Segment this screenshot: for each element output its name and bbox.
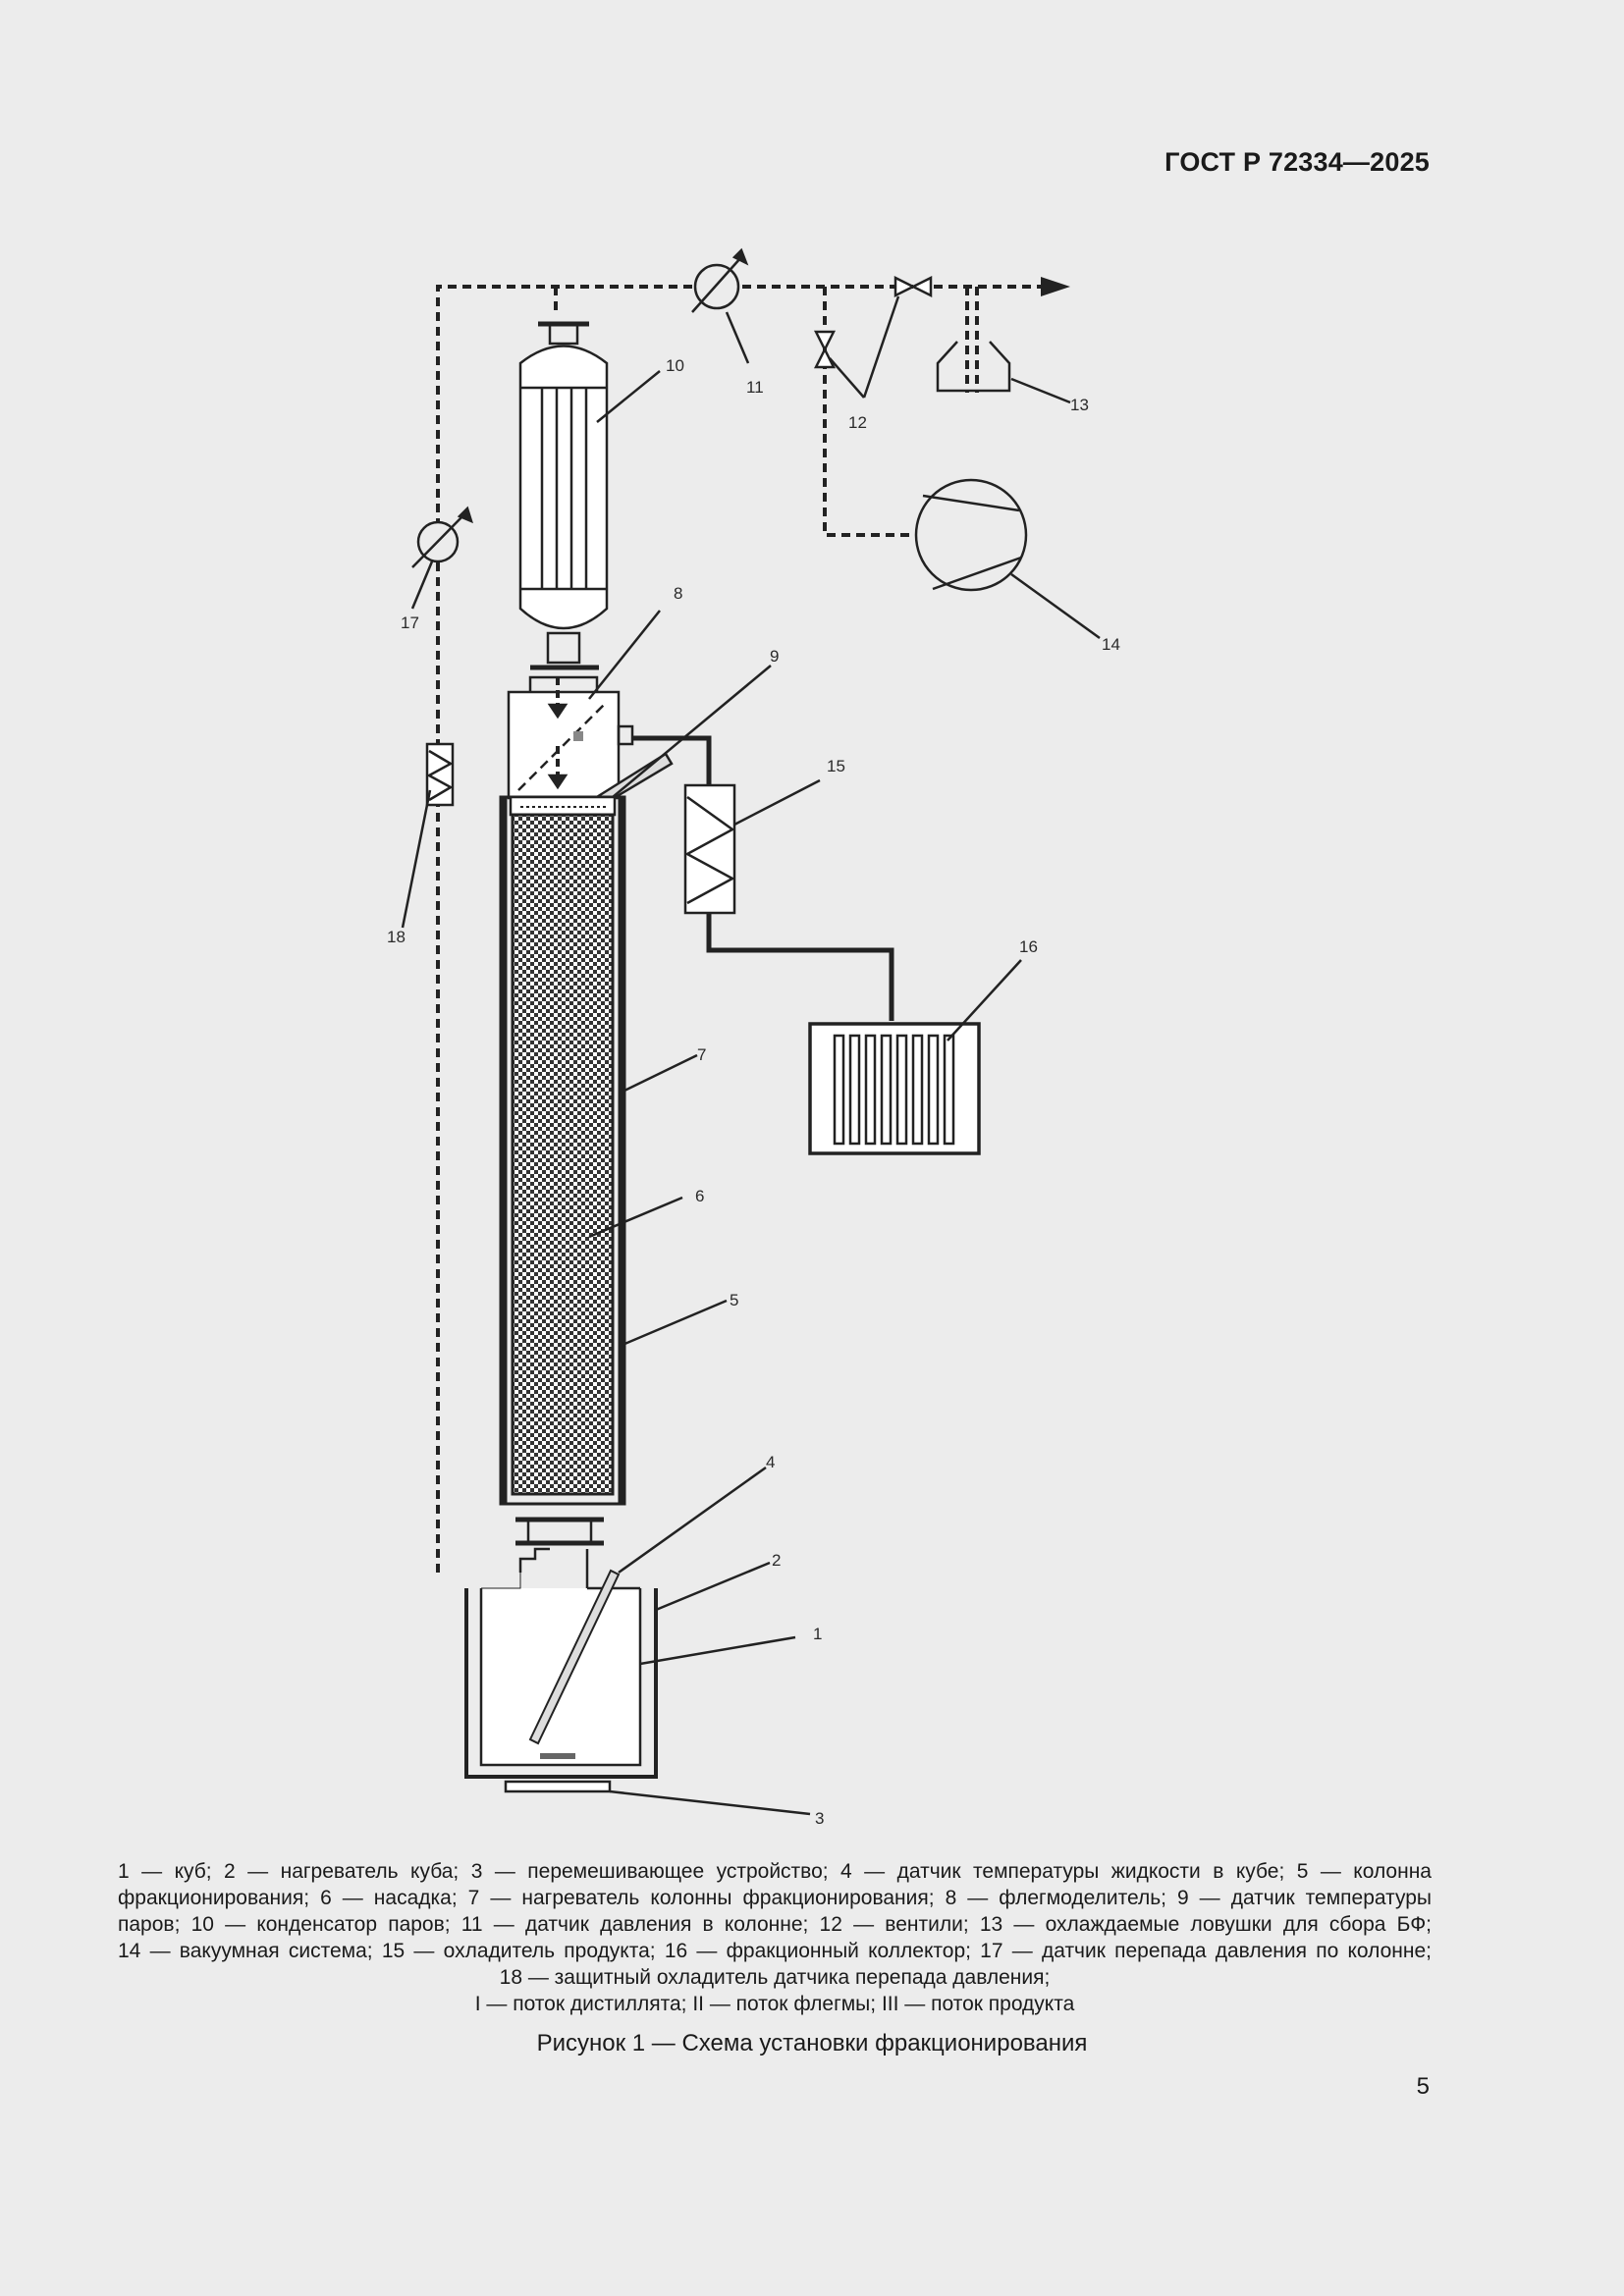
label-6: 6 xyxy=(695,1187,705,1205)
valve-icon xyxy=(816,278,931,398)
document-id: ГОСТ Р 72334—2025 xyxy=(1164,147,1430,177)
legend-line: паров; 10 — конденсатор паров; 11 — датчик давления в колонне; 12 — вентили; 13 — охлаждаемые ловушки для сбора БФ; xyxy=(118,1913,1432,1936)
column-flange xyxy=(515,1520,604,1588)
flow-arrow-icon xyxy=(1041,277,1070,296)
protective-cooler-icon xyxy=(403,744,453,928)
label-14: 14 xyxy=(1102,635,1120,654)
label-16: 16 xyxy=(1019,937,1038,956)
label-10: 10 xyxy=(666,356,684,375)
label-18: 18 xyxy=(387,928,406,946)
label-2: 2 xyxy=(772,1551,782,1570)
page-number: 5 xyxy=(1416,2073,1430,2100)
label-1: 1 xyxy=(813,1625,823,1643)
label-17: 17 xyxy=(401,614,419,632)
reflux-divider xyxy=(509,611,660,798)
legend-line: 14 — вакуумная система; 15 — охладитель продукта; 16 — фракционный коллектор; 17 — датчик перепада давления по колонне; xyxy=(118,1940,1432,1962)
pressure-sensor-icon xyxy=(692,250,748,363)
product-line xyxy=(632,738,892,1021)
label-15: 15 xyxy=(827,757,845,775)
label-9: 9 xyxy=(770,647,780,666)
label-13: 13 xyxy=(1070,396,1089,414)
product-cooler-icon xyxy=(685,780,820,913)
vacuum-pump-icon xyxy=(916,480,1100,638)
fraction-collector xyxy=(810,960,1021,1153)
label-8: 8 xyxy=(674,584,683,603)
legend-line: I — поток дистиллята; II — поток флегмы; III — поток продукта xyxy=(474,1993,1075,2015)
legend-line: 18 — защитный охладитель датчика перепада давления; xyxy=(499,1966,1051,1989)
figure-caption: Рисунок 1 — Схема установки фракционирования xyxy=(536,2030,1088,2056)
label-11: 11 xyxy=(746,378,764,397)
label-4: 4 xyxy=(766,1453,776,1471)
condenser xyxy=(520,324,660,667)
legend-line: фракционирования; 6 — насадка; 7 — нагреватель колонны фракционирования; 8 — флегмоделитель; 9 — датчик температуры xyxy=(118,1887,1432,1909)
cold-trap-icon xyxy=(938,342,1070,402)
label-5: 5 xyxy=(730,1291,739,1309)
differential-pressure-sensor-icon xyxy=(412,508,471,609)
label-12: 12 xyxy=(848,413,867,432)
label-3: 3 xyxy=(815,1809,825,1828)
figure-legend xyxy=(118,1858,1432,2017)
legend-line: 1 — куб; 2 — нагреватель куба; 3 — перемешивающее устройство; 4 — датчик температуры жидкости в кубе; 5 — колонна xyxy=(118,1860,1432,1883)
label-7: 7 xyxy=(697,1045,707,1064)
